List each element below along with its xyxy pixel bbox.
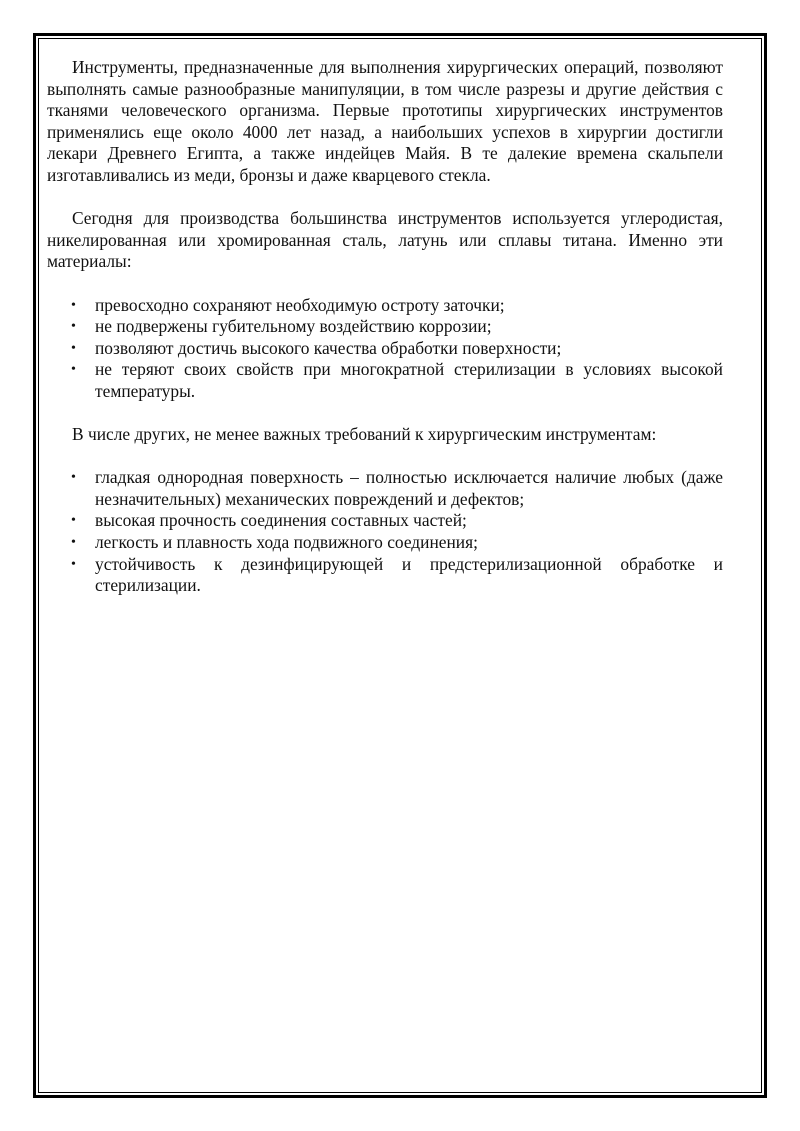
- list-item-text: позволяют достичь высокого качества обработки поверхности;: [95, 337, 562, 358]
- requirements-list: [47, 467, 723, 597]
- paragraph-spacer: [47, 403, 723, 425]
- list-item: [47, 467, 723, 510]
- bullet-icon: •: [71, 535, 76, 551]
- list-item: [47, 316, 723, 338]
- list-item: [47, 532, 723, 554]
- list-item-text: не подвержены губительному воздействию коррозии;: [95, 316, 492, 337]
- paragraph-spacer: [47, 273, 723, 295]
- list-item: [47, 510, 723, 532]
- list-item-text: не теряют своих свойств при многократной стерилизации в условиях высокой температуры.: [95, 359, 723, 401]
- list-item: [47, 554, 723, 597]
- materials-list: [47, 295, 723, 403]
- bullet-icon: •: [71, 362, 76, 378]
- bullet-icon: •: [71, 319, 76, 335]
- list-item: [47, 295, 723, 317]
- paragraph-materials: Сегодня для производства большинства инструментов используется углеродистая, никелированная или хромированная сталь, латунь или сплавы титана. Именно эти материалы:: [47, 208, 723, 272]
- document-body: [47, 57, 723, 597]
- bullet-icon: •: [71, 513, 76, 529]
- list-item-text: легкость и плавность хода подвижного соединения;: [95, 532, 478, 553]
- bullet-icon: •: [71, 470, 76, 486]
- bullet-icon: •: [71, 340, 76, 356]
- paragraph-spacer: [47, 446, 723, 468]
- list-item-text: гладкая однородная поверхность – полностью исключается наличие любых (даже незначительных) механических повреждений и дефектов;: [95, 467, 723, 509]
- bullet-icon: •: [71, 556, 76, 572]
- paragraph-spacer: [47, 187, 723, 209]
- list-item: [47, 338, 723, 360]
- paragraph-intro: Инструменты, предназначенные для выполнения хирургических операций, позволяют выполнять самые разнообразные манипуляции, в том числе разрезы и другие действия с тканями человеческого организма. Первые прототипы хирургических инструментов применялись еще около 4000 лет назад, а наибольших успехов в хирургии достигли лекари Древнего Египта, а также индейцев Майя. В те далекие времена скальпели изготавливались из меди, бронзы и даже кварцевого стекла.: [47, 57, 723, 185]
- list-item: [47, 359, 723, 402]
- paragraph-requirements: В числе других, не менее важных требований к хирургическим инструментам:: [72, 424, 657, 445]
- list-item-text: превосходно сохраняют необходимую остроту заточки;: [95, 294, 505, 315]
- list-item-text: высокая прочность соединения составных частей;: [95, 510, 467, 531]
- bullet-icon: •: [71, 297, 76, 313]
- list-item-text: устойчивость к дезинфицирующей и предстерилизационной обработке и стерилизации.: [95, 553, 723, 596]
